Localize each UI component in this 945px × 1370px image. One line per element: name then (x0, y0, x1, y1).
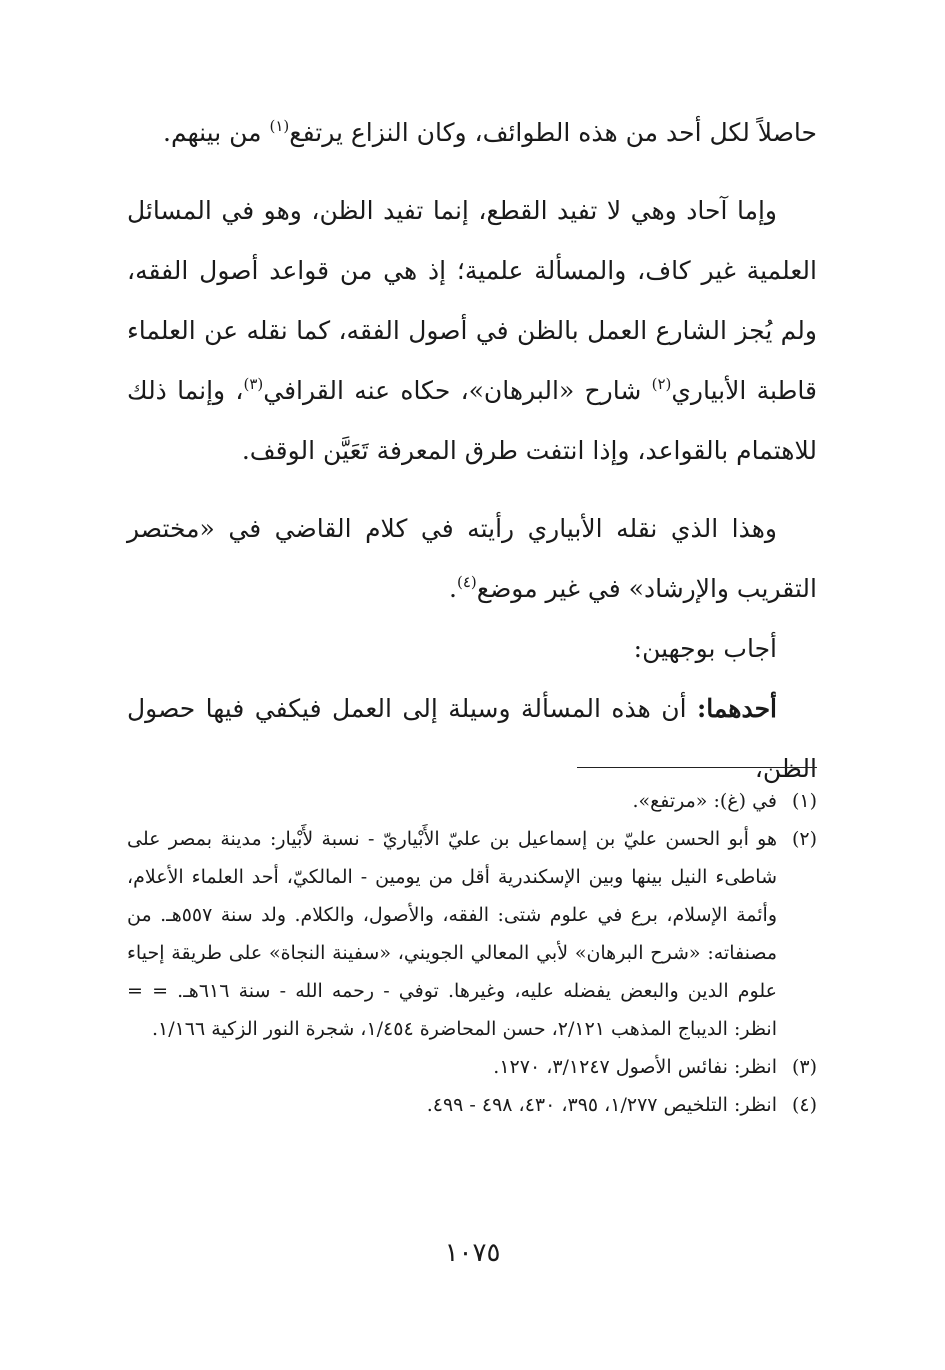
paragraph-3 (127, 499, 817, 619)
footnote-2 (127, 820, 817, 1048)
footnote-ref-3: (٣) (243, 375, 264, 393)
footnote-number: (٣) (791, 1056, 817, 1078)
paragraph-4: أجاب بوجهين: (633, 634, 777, 663)
paragraph-5-text: أن هذه المسألة وسيلة إلى العمل فيكفي فيها حصول الظن، (127, 694, 817, 783)
paragraph-1 (127, 103, 817, 163)
main-text-body (127, 103, 817, 799)
footnote-text: هو أبو الحسن عليّ بن إسماعيل بن عليّ الأَبْياريّ - نسبة لأَبْيار: مدينة بمصر على شاطىء النيل بينها وبين الإسكندرية أقل من يومين - المالكيّ، أحد العلماء الأعلام، وأئمة الإسلام، برع في علوم شتى: الفقه، والأصول، والكلام. ولد سنة ٥٥٧هـ. من مصنفاته: «شرح البرهان» لأبي المعالي الجويني، «سفينة النجاة» على طريقة إحياء علوم الدين والبعض يفضله عليه، وغيرها. توفي - رحمه الله - سنة ٦١٦هـ. = = انظر: الديباج المذهب ٢/١٢١، حسن المحاضرة ١/٤٥٤، شجرة النور الزكية ١/١٦٦. (127, 828, 777, 1040)
footnote-text: في (غ): «مرتفع». (632, 790, 777, 812)
footnote-ref-2: (٢) (651, 375, 672, 393)
paragraph-2-text: وإما آحاد وهي لا تفيد القطع، إنما تفيد الظن، وهو في المسائل العلمية غير كاف، والمسألة علمية؛ إذ هي من قواعد أصول الفقه، ولم يُجز الشارع العمل بالظن في أصول الفقه، كما نقله عن العلماء قاطبة الأبياري (127, 196, 817, 405)
footnote-3 (127, 1048, 817, 1086)
paragraph-3-tail: . (449, 574, 457, 603)
footnote-number: (٢) (791, 828, 817, 850)
footnote-number: (١) (791, 790, 817, 812)
paragraph-3-text: وهذا الذي نقله الأبياري رأيته في كلام القاضي في «مختصر التقريب والإرشاد» في غير موضع (127, 514, 817, 603)
paragraph-2 (127, 181, 817, 481)
footnote-ref-4: (٤) (456, 573, 477, 591)
paragraph-5-lead: أحدهما: (696, 694, 777, 723)
paragraph-1-tail: من بينهم. (163, 118, 270, 147)
footnote-divider (577, 767, 817, 768)
paragraph-2-middle: شارح «البرهان»، حكاه عنه القرافي (263, 376, 652, 405)
paragraph-2-tail: ، وإنما ذلك للاهتمام بالقواعد، وإذا انتفت طرق المعرفة تَعَيَّن الوقف. (127, 376, 817, 465)
footnote-1 (127, 782, 817, 820)
paragraph-1-text: حاصلاً لكل أحد من هذه الطوائف، وكان النزاع يرتفع (289, 118, 817, 147)
paragraph-5 (127, 679, 817, 799)
footnote-text: انظر: التلخيص ١/٢٧٧، ٣٩٥، ٤٣٠، ٤٩٨ - ٤٩٩. (426, 1094, 777, 1116)
footnotes (127, 782, 817, 1124)
footnote-text: انظر: نفائس الأصول ٣/١٢٤٧، ١٢٧٠. (493, 1056, 777, 1078)
page-number: ١٠٧٥ (444, 1238, 501, 1268)
footnote-number: (٤) (791, 1094, 817, 1116)
footnote-4 (127, 1086, 817, 1124)
footnote-ref-1: (١) (269, 117, 290, 135)
